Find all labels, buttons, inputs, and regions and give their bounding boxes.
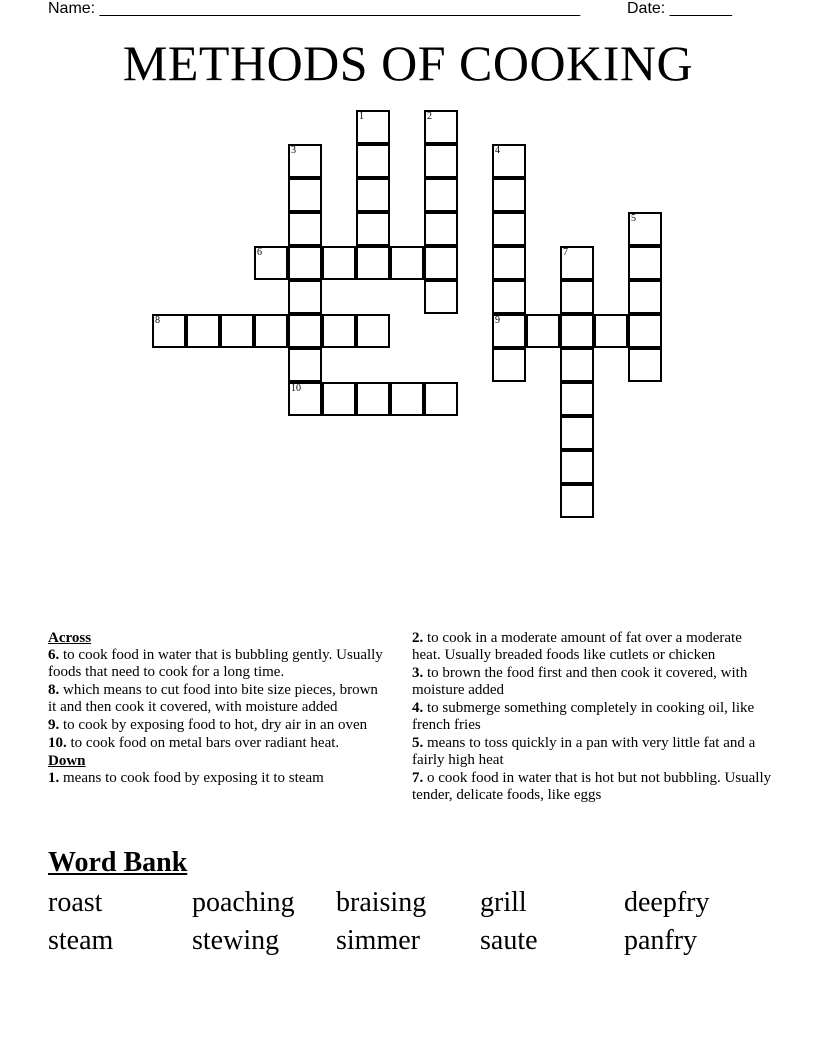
crossword-cell[interactable] — [424, 280, 458, 314]
crossword-cell[interactable] — [220, 314, 254, 348]
crossword-cell[interactable] — [492, 280, 526, 314]
clue-across-9 — [48, 717, 386, 734]
clue-number: 7 — [563, 247, 568, 258]
crossword-cell[interactable] — [492, 348, 526, 382]
crossword-cell[interactable] — [560, 246, 594, 280]
clue-number: 8 — [155, 315, 160, 326]
clue-text: to brown the food first and then cook it covered, with moisture added — [412, 665, 748, 698]
crossword-cell[interactable] — [322, 382, 356, 416]
clue-across-10 — [48, 735, 386, 752]
crossword-cell[interactable] — [356, 110, 390, 144]
word-bank-item: poaching — [192, 887, 295, 918]
crossword-cell[interactable] — [492, 178, 526, 212]
clue-number: 6 — [257, 247, 262, 258]
crossword-cell[interactable] — [492, 246, 526, 280]
word-bank-item: roast — [48, 887, 103, 918]
crossword-cell[interactable] — [492, 212, 526, 246]
crossword-cell[interactable] — [560, 484, 594, 518]
crossword-cell[interactable] — [356, 246, 390, 280]
clue-down-3 — [412, 665, 772, 699]
clue-down-4 — [412, 700, 772, 734]
clue-text: to submerge something completely in cooking oil, like french fries — [412, 700, 755, 733]
crossword-cell[interactable] — [526, 314, 560, 348]
crossword-cell[interactable] — [288, 246, 322, 280]
clues-column-left — [48, 630, 386, 788]
crossword-cell[interactable] — [424, 382, 458, 416]
crossword-cell[interactable] — [322, 314, 356, 348]
clues-column-right — [412, 630, 772, 805]
clue-number: 8. — [48, 682, 60, 698]
word-bank — [48, 884, 768, 960]
crossword-cell[interactable] — [356, 212, 390, 246]
clue-number: 9. — [48, 717, 60, 733]
clue-number: 4. — [412, 700, 424, 716]
clue-text: to cook by exposing food to hot, dry air in an oven — [59, 717, 368, 733]
crossword-cell[interactable] — [288, 212, 322, 246]
crossword-cell[interactable] — [560, 450, 594, 484]
word-bank-item: steam — [48, 925, 114, 956]
clue-text: to cook in a moderate amount of fat over a moderate heat. Usually breaded foods like cutlets or chicken — [412, 630, 742, 663]
clue-down-1 — [48, 770, 386, 787]
crossword-cell[interactable] — [322, 246, 356, 280]
word-bank-item: panfry — [624, 925, 698, 956]
crossword-cell[interactable] — [186, 314, 220, 348]
word-bank-item: stewing — [192, 925, 280, 956]
crossword-cell[interactable] — [390, 382, 424, 416]
clue-number: 2. — [412, 630, 424, 646]
clue-number: 5. — [412, 735, 424, 751]
crossword-cell[interactable] — [594, 314, 628, 348]
clue-number: 4 — [495, 145, 500, 156]
clue-across-6 — [48, 647, 386, 681]
clue-number: 3 — [291, 145, 296, 156]
clue-number: 2 — [427, 111, 432, 122]
crossword-cell[interactable] — [152, 314, 186, 348]
crossword-cell[interactable] — [254, 314, 288, 348]
clue-across-8 — [48, 682, 386, 716]
clue-number: 6. — [48, 647, 60, 663]
word-bank-title: Word Bank — [48, 847, 188, 878]
crossword-cell[interactable] — [492, 144, 526, 178]
clue-number: 9 — [495, 315, 500, 326]
crossword-cell[interactable] — [356, 382, 390, 416]
crossword-cell[interactable] — [424, 246, 458, 280]
clue-down-7 — [412, 770, 772, 804]
crossword-cell[interactable] — [628, 348, 662, 382]
clue-text: means to toss quickly in a pan with very little fat and a fairly high heat — [412, 735, 756, 768]
crossword-cell[interactable] — [288, 382, 322, 416]
clue-number: 10. — [48, 735, 67, 751]
word-bank-item: deepfry — [624, 887, 710, 918]
clue-text: which means to cut food into bite size pieces, brown it and then cook it covered, with moisture added — [48, 682, 378, 715]
clue-number: 1. — [48, 770, 60, 786]
date-field[interactable]: Date: _______ — [627, 0, 732, 17]
crossword-cell[interactable] — [390, 246, 424, 280]
crossword-cell[interactable] — [424, 110, 458, 144]
crossword-cell[interactable] — [492, 314, 526, 348]
crossword-cell[interactable] — [356, 314, 390, 348]
crossword-cell[interactable] — [288, 144, 322, 178]
word-bank-item: braising — [336, 887, 427, 918]
clue-number: 7. — [412, 770, 424, 786]
down-heading: Down — [48, 753, 86, 769]
crossword-cell[interactable] — [560, 416, 594, 450]
page-title: METHODS OF COOKING — [122, 35, 694, 91]
clue-number: 3. — [412, 665, 424, 681]
crossword-cell[interactable] — [288, 314, 322, 348]
crossword-cell[interactable] — [288, 178, 322, 212]
crossword-cell[interactable] — [628, 280, 662, 314]
word-bank-item: grill — [480, 887, 527, 918]
crossword-cell[interactable] — [560, 382, 594, 416]
clue-down-2 — [412, 630, 772, 664]
clue-number: 5 — [631, 213, 636, 224]
crossword-cell[interactable] — [356, 144, 390, 178]
crossword-cell[interactable] — [424, 144, 458, 178]
crossword-cell[interactable] — [254, 246, 288, 280]
name-field[interactable]: Name: ______________________________________________________ — [48, 0, 581, 17]
crossword-cell[interactable] — [288, 280, 322, 314]
crossword-cell[interactable] — [628, 212, 662, 246]
crossword-cell[interactable] — [560, 280, 594, 314]
crossword-cell[interactable] — [628, 246, 662, 280]
crossword-cell[interactable] — [356, 178, 390, 212]
clue-text: to cook food on metal bars over radiant heat. — [66, 735, 340, 751]
clue-text: o cook food in water that is hot but not bubbling. Usually tender, delicate foods, like eggs — [412, 770, 772, 803]
clue-text: means to cook food by exposing it to steam — [59, 770, 324, 786]
clue-text: to cook food in water that is bubbling gently. Usually foods that need to cook for a long time. — [48, 647, 383, 680]
across-heading: Across — [48, 630, 92, 646]
crossword-cell[interactable] — [424, 212, 458, 246]
clue-down-5 — [412, 735, 772, 769]
crossword-cell[interactable] — [424, 178, 458, 212]
word-bank-item: saute — [480, 925, 538, 956]
crossword-cell[interactable] — [560, 314, 594, 348]
crossword-cell[interactable] — [628, 314, 662, 348]
clue-number: 1 — [359, 111, 364, 122]
word-bank-item: simmer — [336, 925, 420, 956]
crossword-cell[interactable] — [288, 348, 322, 382]
clue-number: 10 — [291, 383, 301, 394]
crossword-cell[interactable] — [560, 348, 594, 382]
